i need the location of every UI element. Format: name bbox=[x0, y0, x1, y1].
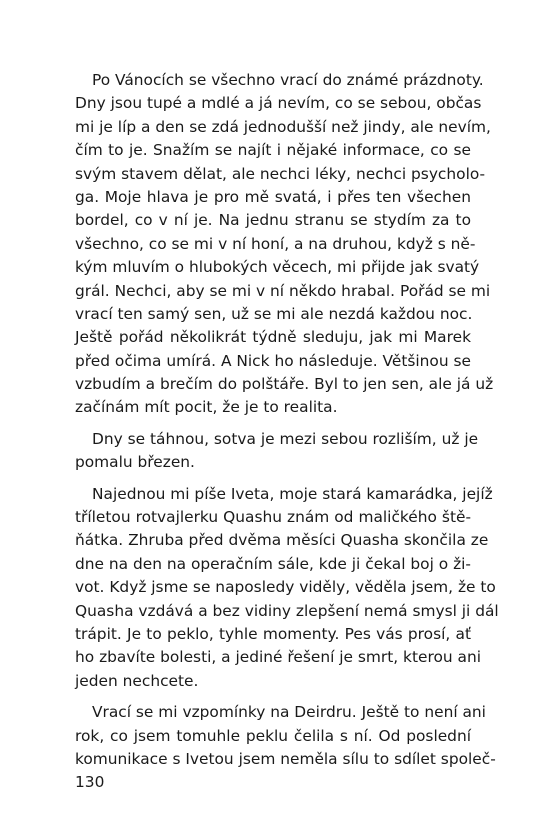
paragraph-gap bbox=[75, 475, 471, 483]
text-line: tříletou rotvajlerku Quashu znám od maličkého ště- bbox=[75, 508, 471, 527]
text-line: jeden nechcete. bbox=[75, 671, 199, 690]
text-line: ga. Moje hlava je pro mě svatá, i přes ten všechen bbox=[75, 187, 471, 206]
text-line: bordel, co v ní je. Na jednu stranu se stydím za to bbox=[75, 211, 471, 230]
text-line: začínám mít pocit, že je to realita. bbox=[75, 398, 338, 417]
text-line: dne na den na operačním sále, kde ji čekal boj o ži- bbox=[75, 554, 471, 573]
text-line: ňátka. Zhruba před dvěma měsíci Quasha skončila ze bbox=[75, 531, 489, 550]
text-line: grál. Nechci, aby se mi v ní někdo hrabal. Pořád se mi bbox=[75, 281, 491, 300]
body-text bbox=[75, 69, 499, 771]
text-line: vot. Když jsme se naposledy viděly, věděla jsem, že to bbox=[75, 578, 496, 597]
paragraph-gap bbox=[75, 420, 471, 428]
text-line: trápit. Je to peklo, tyhle momenty. Pes vás prosí, ať bbox=[75, 624, 471, 643]
text-line: rok, co jsem tomuhle peklu čelila s ní. Od poslední bbox=[75, 726, 471, 745]
text-line: ho zbavíte bolesti, a jediné řešení je smrt, kterou ani bbox=[75, 648, 481, 667]
text-line: vzbudím a brečím do polštáře. Byl to jen sen, ale já už bbox=[75, 375, 494, 394]
text-line: před očima umírá. A Nick ho následuje. Většinou se bbox=[75, 351, 471, 370]
text-line: vrací ten samý sen, už se mi ale nezdá každou noc. bbox=[75, 304, 473, 323]
page-number: 130 bbox=[75, 773, 105, 791]
text-line: Dny jsou tupé a mdlé a já nevím, co se sebou, občas bbox=[75, 94, 482, 113]
text-line: Quasha vzdává a bez vidiny zlepšení nemá smysl ji dál bbox=[75, 601, 499, 620]
text-line: pomalu březen. bbox=[75, 453, 195, 472]
text-line: Vrací se mi vzpomínky na Deirdru. Ještě to není ani bbox=[92, 703, 486, 722]
text-line: Ještě pořád několikrát týdně sleduju, jak mi Marek bbox=[75, 328, 471, 347]
text-line: čím to je. Snažím se najít i nějaké informace, co se bbox=[75, 141, 471, 160]
text-line: mi je líp a den se zdá jednodušší než jindy, ale nevím, bbox=[75, 117, 491, 136]
text-line: komunikace s Ivetou jsem neměla sílu to sdílet společ- bbox=[75, 749, 496, 768]
text-line: všechno, co se mi v ní honí, a na druhou, když s ně- bbox=[75, 234, 476, 253]
text-line: Najednou mi píše Iveta, moje stará kamarádka, jejíž bbox=[92, 484, 493, 503]
text-line: kým mluvím o hlubokých věcech, mi přijde jak svatý bbox=[75, 258, 480, 277]
paragraph-gap bbox=[75, 693, 471, 701]
text-line: svým stavem dělat, ale nechci léky, nechci psycholo- bbox=[75, 164, 486, 183]
text-line: Dny se táhnou, sotva je mezi sebou rozliším, už je bbox=[92, 429, 479, 448]
text-line: Po Vánocích se všechno vrací do známé prázdnoty. bbox=[92, 71, 484, 89]
